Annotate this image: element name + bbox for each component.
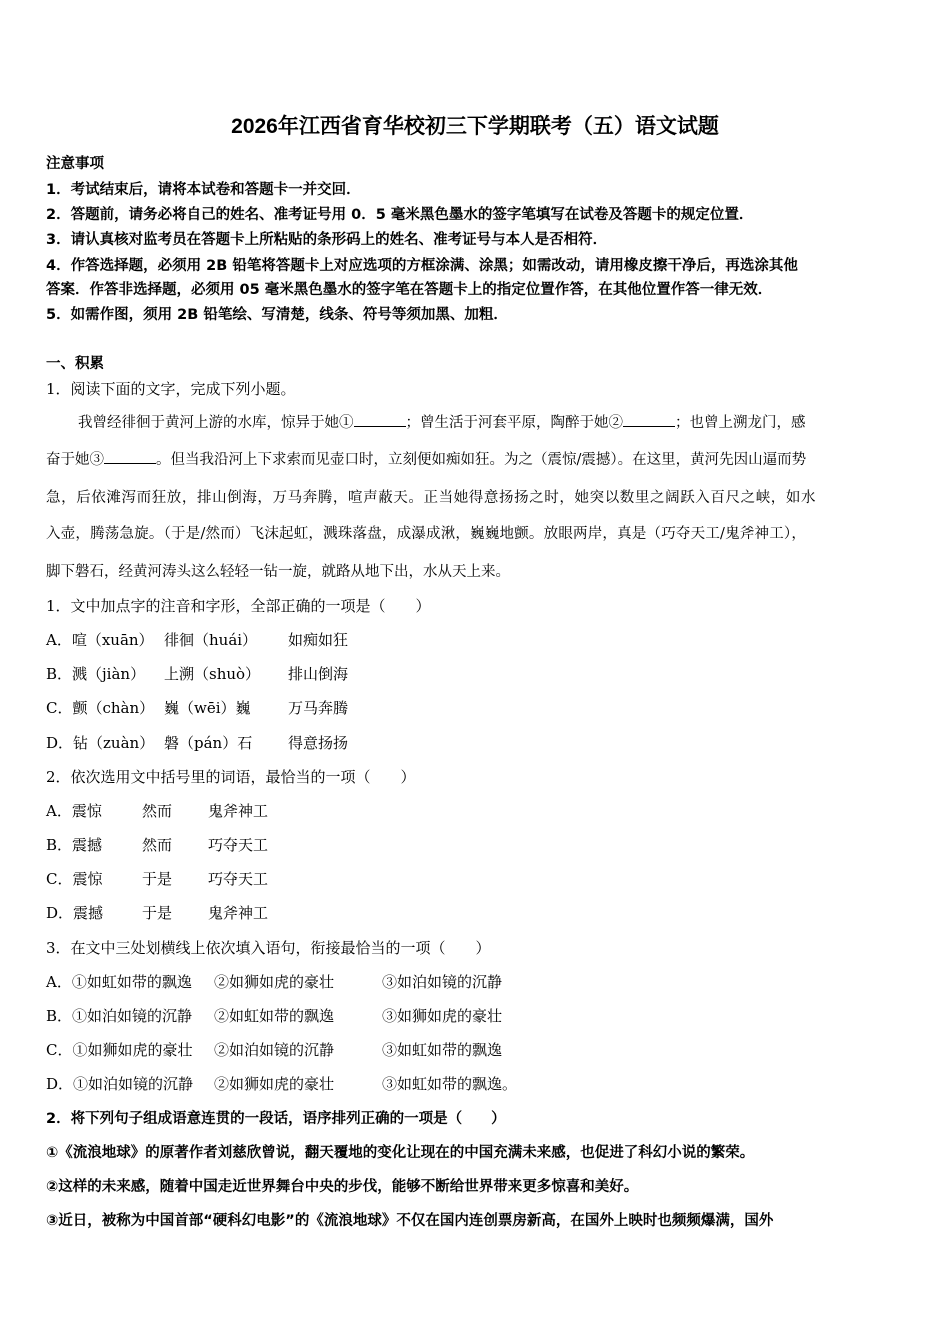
option-text: C．①如狮如虎的豪壮	[46, 1041, 193, 1059]
option-row[interactable]	[46, 800, 268, 821]
option-text: D．钻（zuàn）	[46, 734, 155, 752]
option-text: 巧夺天工	[208, 870, 269, 888]
option-row[interactable]	[46, 1073, 517, 1094]
notice-item: 1．考试结束后，请将本试卷和答题卡一并交回．	[46, 182, 361, 198]
option-text: C．震惊	[46, 870, 103, 888]
passage-line: 我曾经徘徊于黄河上游的水库，惊异于她① ；曾生活于河套平原，陶醉于她② ；也曾上溯龙门，感	[78, 411, 806, 432]
option-text: ③如虹如带的飘逸。	[382, 1075, 518, 1093]
option-text: A．震惊	[46, 802, 102, 820]
option-text: D．震撼	[46, 904, 104, 922]
option-text: 上溯（shuò）	[164, 665, 261, 683]
option-text: 巍（wēi）巍	[164, 699, 251, 717]
option-row[interactable]	[46, 732, 348, 753]
sentence-item: ③近日，被称为中国首部“硬科幻电影”的《流浪地球》不仅在国内连创票房新高，在国外上映时也频频爆满，国外	[46, 1213, 774, 1229]
option-text: 于是	[142, 904, 173, 922]
option-row[interactable]	[46, 663, 348, 684]
option-row[interactable]	[46, 1005, 502, 1026]
answer-blank	[623, 412, 675, 427]
option-text: ③如虹如带的飘逸	[382, 1041, 503, 1059]
option-text: 然而	[142, 802, 173, 820]
passage-line: 奋于她③ 。但当我沿河上下求索而见壶口时，立刻便如痴如狂。为之（震惊/震撼）。在这里，黄河先因山逼而势	[46, 448, 806, 469]
option-text: 鬼斧神工	[208, 802, 269, 820]
option-text: ③如狮如虎的豪壮	[382, 1007, 503, 1025]
question-intro: 1．阅读下面的文字，完成下列小题。	[46, 380, 296, 398]
option-row[interactable]	[46, 868, 268, 889]
option-row[interactable]	[46, 629, 348, 650]
option-text: B．溅（jiàn）	[46, 665, 146, 683]
option-text: C．颤（chàn）	[46, 699, 155, 717]
option-row[interactable]	[46, 902, 268, 923]
option-text: 巧夺天工	[208, 836, 269, 854]
option-text: ②如泊如镜的沉静	[214, 1041, 335, 1059]
sentence-item: ①《流浪地球》的原著作者刘慈欣曾说，翻天覆地的变化让现在的中国充满未来感，也促进了科幻小说的繁荣。	[46, 1145, 755, 1161]
passage-line: 急，后依滩泻而狂放，排山倒海，万马奔腾，喧声蔽天。正当她得意扬扬之时，她突以数里之阔跃入百尺之峡，如水	[46, 490, 817, 506]
option-text: 磐（pán）石	[164, 734, 253, 752]
page-title: 2026年江西省育华校初三下学期联考（五）语文试题	[231, 115, 719, 138]
sentence-item: ②这样的未来感，随着中国走近世界舞台中央的步伐，能够不断给世界带来更多惊喜和美好。	[46, 1179, 639, 1195]
option-text: 排山倒海	[288, 665, 349, 683]
option-text: 得意扬扬	[288, 734, 349, 752]
notice-heading: 注意事项	[46, 156, 104, 172]
answer-blank	[104, 449, 156, 464]
option-row[interactable]	[46, 971, 502, 992]
option-row[interactable]	[46, 697, 348, 718]
notice-item: 答案．作答非选择题，必须用 05 毫米黑色墨水的签字笔在答题卡上的指定位置作答，在其他位置作答一律无效．	[46, 282, 773, 298]
option-text: ②如虹如带的飘逸	[214, 1007, 335, 1025]
option-row[interactable]	[46, 1039, 502, 1060]
notice-item: 4．作答选择题，必须用 2B 铅笔将答题卡上对应选项的方框涂满、涂黑；如需改动，请用橡皮擦干净后，再选涂其他	[46, 258, 798, 274]
option-row[interactable]	[46, 834, 268, 855]
notice-item: 5．如需作图，须用 2B 铅笔绘、写清楚，线条、符号等须加黑、加粗．	[46, 307, 508, 323]
option-text: 如痴如狂	[288, 631, 349, 649]
notice-item: 3．请认真核对监考员在答题卡上所粘贴的条形码上的姓名、准考证号与本人是否相符．	[46, 232, 608, 248]
option-text: D．①如泊如镜的沉静	[46, 1075, 194, 1093]
option-text: ②如狮如虎的豪壮	[214, 1075, 335, 1093]
option-text: 鬼斧神工	[208, 904, 269, 922]
option-text: A．喧（xuān）	[46, 631, 154, 649]
passage-line: 脚下磐石，经黄河涛头这么轻轻一钻一旋，就路从地下出，水从天上来。	[46, 564, 510, 580]
passage-line: 入壶，腾荡急旋。（于是/然而）飞沫起虹，溅珠落盘，成瀑成湫，巍巍地颤。放眼两岸，真是（巧夺天工/鬼斧神工），	[46, 526, 807, 542]
option-text: ②如狮如虎的豪壮	[214, 973, 335, 991]
answer-blank	[354, 412, 406, 427]
option-text: 于是	[142, 870, 173, 888]
question-stem: 3．在文中三处划横线上依次填入语句，衔接最恰当的一项（ ）	[46, 939, 491, 957]
section-heading: 一、积累	[46, 356, 104, 372]
option-text: B．①如泊如镜的沉静	[46, 1007, 193, 1025]
question-stem: 1．文中加点字的注音和字形，全部正确的一项是（ ）	[46, 597, 431, 615]
option-text: B．震撼	[46, 836, 103, 854]
question-stem: 2．将下列句子组成语意连贯的一段话，语序排列正确的一项是（ ）	[46, 1111, 506, 1127]
option-text: 徘徊（huái）	[164, 631, 258, 649]
notice-item: 2．答题前，请务必将自己的姓名、准考证号用 0．5 毫米黑色墨水的签字笔填写在试卷及答题卡的规定位置．	[46, 207, 754, 223]
option-text: ③如泊如镜的沉静	[382, 973, 503, 991]
option-text: 然而	[142, 836, 173, 854]
question-stem: 2．依次选用文中括号里的词语，最恰当的一项（ ）	[46, 768, 416, 786]
option-text: A．①如虹如带的飘逸	[46, 973, 192, 991]
option-text: 万马奔腾	[288, 699, 349, 717]
